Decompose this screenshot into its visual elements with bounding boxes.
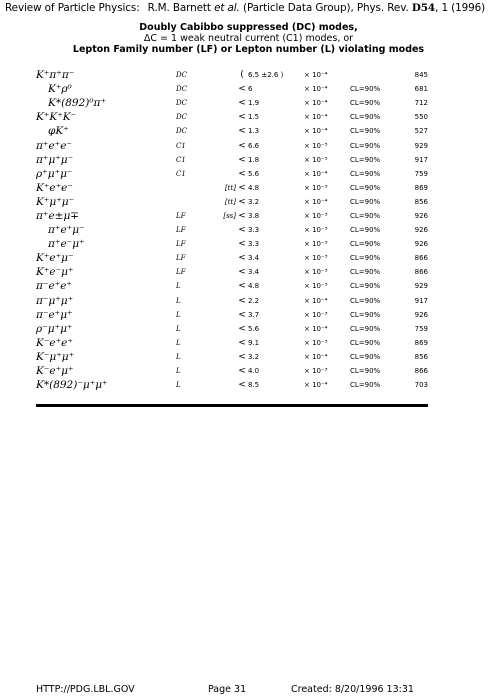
momentum: 917	[414, 155, 428, 164]
mode-name: π⁻e⁺e⁺	[36, 280, 72, 293]
relation: <	[238, 196, 246, 207]
footer-created-date: Created: 8/20/1996 13:31	[291, 684, 414, 695]
momentum: 856	[414, 352, 428, 361]
decay-mode-row	[36, 138, 428, 152]
footnote-ref	[216, 223, 236, 237]
footnote-ref	[216, 251, 236, 265]
mode-name: K⁻e⁺e⁺	[36, 336, 73, 349]
journal-name: Review of Particle Physics:	[5, 2, 140, 14]
confidence-level: CL=90%	[350, 367, 381, 376]
footnote-ref	[216, 124, 236, 138]
branching-value: 4.0	[248, 367, 260, 376]
branching-value: 6	[248, 85, 253, 94]
footnote-ref	[216, 322, 236, 336]
footnote-ref	[216, 294, 236, 308]
decay-mode-row	[36, 167, 428, 181]
branching-value: 3.2	[248, 197, 260, 206]
table-bottom-rule	[36, 404, 428, 407]
momentum: 681	[414, 85, 428, 94]
mode-name: π⁻μ⁺μ⁺	[36, 294, 74, 307]
exponent: × 10⁻⁴	[304, 99, 328, 108]
mode-type: LF	[176, 254, 186, 263]
exponent: × 10⁻³	[304, 367, 328, 376]
confidence-level: CL=90%	[350, 169, 381, 178]
branching-value: 3.4	[248, 268, 260, 277]
decay-mode-row	[36, 237, 428, 251]
relation: <	[238, 253, 246, 264]
relation: <	[238, 126, 246, 137]
footnote-ref	[216, 350, 236, 364]
mode-name: π⁺e⁻μ⁺	[48, 238, 85, 251]
momentum: 845	[414, 71, 428, 80]
footnote-ref	[216, 279, 236, 293]
decay-mode-row	[36, 294, 428, 308]
exponent: × 10⁻⁴	[304, 352, 328, 361]
exponent: × 10⁻⁵	[304, 141, 328, 150]
footnote-ref: [tt]	[224, 197, 236, 206]
confidence-level: CL=90%	[350, 268, 381, 277]
mode-name: π⁺e⁺μ⁻	[48, 224, 85, 237]
branching-value: 1.9	[248, 99, 260, 108]
branching-value: 4.8	[248, 282, 260, 291]
relation: <	[238, 295, 246, 306]
mode-type: LF	[176, 240, 186, 249]
relation: <	[238, 112, 246, 123]
decay-mode-row	[36, 308, 428, 322]
decay-mode-row	[36, 124, 428, 138]
momentum: 856	[414, 197, 428, 206]
decay-mode-row	[36, 251, 428, 265]
relation: <	[238, 366, 246, 377]
branching-value: 1.3	[248, 127, 260, 136]
confidence-level: CL=90%	[350, 113, 381, 122]
footnote-ref	[216, 308, 236, 322]
relation: <	[238, 351, 246, 362]
exponent: × 10⁻³	[304, 183, 328, 192]
confidence-level: CL=90%	[350, 296, 381, 305]
mode-name: π⁺e⁺e⁻	[36, 139, 72, 152]
mode-type: DC	[176, 127, 187, 136]
title-line-1: Doubly Cabibbo suppressed (DC) modes,	[139, 22, 358, 33]
confidence-level: CL=90%	[350, 99, 381, 108]
group-citation: (Particle Data Group), Phys. Rev.	[243, 2, 409, 14]
momentum: 759	[414, 324, 428, 333]
relation: <	[238, 140, 246, 151]
mode-type: L	[176, 352, 181, 361]
footnote-ref	[216, 110, 236, 124]
footnote-ref	[216, 336, 236, 350]
relation: <	[238, 210, 246, 221]
authors: R.M. Barnett	[147, 2, 211, 14]
exponent: × 10⁻⁴	[304, 113, 328, 122]
exponent: × 10⁻⁴	[304, 127, 328, 136]
decay-mode-row	[36, 350, 428, 364]
mode-name: K⁺ρ⁰	[48, 83, 72, 96]
mode-name: K⁺K⁺K⁻	[36, 111, 77, 124]
exponent: × 10⁻⁴	[304, 381, 328, 390]
mode-type: L	[176, 296, 181, 305]
confidence-level: CL=90%	[350, 183, 381, 192]
momentum: 866	[414, 268, 428, 277]
mode-name: K⁺e⁺e⁻	[36, 181, 73, 194]
relation: <	[238, 154, 246, 165]
decay-modes-table	[36, 68, 428, 392]
title-line-2: ΔC = 1 weak neutral current (C1) modes, or	[143, 33, 354, 44]
et-al: et al.	[214, 2, 240, 14]
branching-value: 1.5	[248, 113, 260, 122]
confidence-level: CL=90%	[350, 127, 381, 136]
confidence-level: CL=90%	[350, 338, 381, 347]
relation: <	[238, 239, 246, 250]
decay-mode-row	[36, 181, 428, 195]
branching-value: 2.2	[248, 296, 260, 305]
branching-value: 8.5	[248, 381, 260, 390]
footnote-ref	[216, 68, 236, 82]
decay-modes-body	[36, 68, 428, 392]
relation: <	[238, 309, 246, 320]
running-header	[5, 2, 497, 14]
decay-mode-row	[36, 82, 428, 96]
exponent: × 10⁻⁴	[304, 169, 328, 178]
exponent: × 10⁻³	[304, 240, 328, 249]
decay-mode-row	[36, 279, 428, 293]
confidence-level: CL=90%	[350, 352, 381, 361]
footnote-ref: [ss]	[223, 211, 236, 220]
relation: <	[238, 98, 246, 109]
footnote-ref	[216, 378, 236, 392]
mode-type: L	[176, 367, 181, 376]
exponent: × 10⁻³	[304, 310, 328, 319]
issue: , 1 (1996)	[435, 2, 486, 14]
decay-mode-row	[36, 68, 428, 82]
footnote-ref	[216, 96, 236, 110]
momentum: 759	[414, 169, 428, 178]
confidence-level: CL=90%	[350, 211, 381, 220]
confidence-level: CL=90%	[350, 155, 381, 164]
momentum: 926	[414, 211, 428, 220]
mode-name: π⁻e⁺μ⁺	[36, 308, 73, 321]
relation: <	[238, 267, 246, 278]
relation: <	[238, 182, 246, 193]
decay-mode-row	[36, 209, 428, 223]
momentum: 929	[414, 282, 428, 291]
exponent: × 10⁻⁵	[304, 155, 328, 164]
momentum: 712	[414, 99, 428, 108]
decay-mode-row	[36, 265, 428, 279]
relation: <	[238, 225, 246, 236]
mode-type: DC	[176, 99, 187, 108]
footnote-ref	[216, 265, 236, 279]
momentum: 917	[414, 296, 428, 305]
branching-value: 3.4	[248, 254, 260, 263]
footnote-ref: [tt]	[224, 183, 236, 192]
relation: <	[238, 380, 246, 391]
mode-name: ρ⁺μ⁺μ⁻	[36, 167, 73, 180]
footnote-ref	[216, 167, 236, 181]
mode-name: K⁻μ⁺μ⁺	[36, 350, 75, 363]
mode-type: C1	[176, 155, 186, 164]
mode-type: C1	[176, 141, 186, 150]
mode-name: K*(892)⁰π⁺	[48, 97, 106, 110]
mode-name: K*(892)⁻μ⁺μ⁺	[36, 379, 108, 392]
exponent: × 10⁻⁴	[304, 85, 328, 94]
mode-name: K⁻e⁺μ⁺	[36, 365, 74, 378]
mode-type: C1	[176, 169, 186, 178]
mode-name: K⁺μ⁺μ⁻	[36, 195, 75, 208]
footnote-ref	[216, 364, 236, 378]
confidence-level: CL=90%	[350, 226, 381, 235]
mode-type: LF	[176, 268, 186, 277]
branching-value: 3.2	[248, 352, 260, 361]
decay-mode-row	[36, 322, 428, 336]
title-line-3: Lepton Family number (LF) or Lepton number (L) violating modes	[72, 44, 425, 55]
mode-type: DC	[176, 113, 187, 122]
mode-type	[176, 195, 216, 209]
exponent: × 10⁻³	[304, 211, 328, 220]
footnote-ref	[216, 237, 236, 251]
confidence-level: CL=90%	[350, 240, 381, 249]
momentum: 869	[414, 338, 428, 347]
confidence-level: CL=90%	[350, 254, 381, 263]
momentum: 929	[414, 141, 428, 150]
mode-type	[176, 181, 216, 195]
mode-name: K⁺e⁺μ⁻	[36, 252, 74, 265]
mode-name: π⁺μ⁺μ⁻	[36, 153, 74, 166]
exponent: × 10⁻⁴	[304, 71, 328, 80]
mode-type: L	[176, 324, 181, 333]
relation: <	[238, 168, 246, 179]
confidence-level: CL=90%	[350, 381, 381, 390]
branching-value: 5.6	[248, 324, 260, 333]
branching-value: 4.8	[248, 183, 260, 192]
relation: <	[238, 281, 246, 292]
confidence-level	[350, 68, 402, 82]
mode-type: DC	[176, 85, 187, 94]
mode-name: ρ⁻μ⁺μ⁺	[36, 322, 73, 335]
momentum: 703	[414, 381, 428, 390]
footnote-ref	[216, 82, 236, 96]
relation: (	[240, 70, 244, 81]
mode-type: L	[176, 338, 181, 347]
footer-page-number: Page 31	[208, 684, 247, 695]
mode-type: LF	[176, 211, 186, 220]
relation: <	[238, 323, 246, 334]
footnote-ref	[216, 138, 236, 152]
decay-mode-row	[36, 96, 428, 110]
mode-name: π⁺e±μ∓	[36, 209, 80, 222]
confidence-level: CL=90%	[350, 197, 381, 206]
exponent: × 10⁻⁴	[304, 197, 328, 206]
mode-type: L	[176, 381, 181, 390]
branching-value: 3.3	[248, 226, 260, 235]
branching-value: 3.7	[248, 310, 260, 319]
exponent: × 10⁻⁴	[304, 296, 328, 305]
mode-type: L	[176, 310, 181, 319]
branching-value: 5.6	[248, 169, 260, 178]
relation: <	[238, 337, 246, 348]
mode-name: φK⁺	[48, 125, 69, 138]
branching-value: 6.6	[248, 141, 260, 150]
mode-type: DC	[176, 71, 187, 80]
momentum: 527	[414, 127, 428, 136]
decay-mode-row	[36, 223, 428, 237]
mode-type: L	[176, 282, 181, 291]
branching-value: 3.3	[248, 240, 260, 249]
branching-value: 6.5 ±2.6 )	[248, 71, 284, 80]
decay-mode-row	[36, 364, 428, 378]
decay-mode-row	[36, 110, 428, 124]
mode-name: K⁺π⁺π⁻	[36, 69, 75, 82]
confidence-level: CL=90%	[350, 324, 381, 333]
footer-url: HTTP://PDG.LBL.GOV	[36, 684, 135, 695]
confidence-level: CL=90%	[350, 282, 381, 291]
momentum: 926	[414, 310, 428, 319]
decay-mode-row	[36, 153, 428, 167]
exponent: × 10⁻³	[304, 268, 328, 277]
section-titles	[0, 22, 497, 55]
confidence-level: CL=90%	[350, 141, 381, 150]
momentum: 550	[414, 113, 428, 122]
branching-value: 9.1	[248, 338, 260, 347]
momentum: 926	[414, 240, 428, 249]
confidence-level: CL=90%	[350, 310, 381, 319]
exponent: × 10⁻⁴	[304, 324, 328, 333]
mode-type: LF	[176, 226, 186, 235]
decay-mode-row	[36, 195, 428, 209]
momentum: 866	[414, 367, 428, 376]
branching-value: 3.8	[248, 211, 260, 220]
momentum: 926	[414, 226, 428, 235]
volume: D54	[411, 2, 436, 14]
confidence-level: CL=90%	[350, 85, 381, 94]
footnote-ref	[216, 153, 236, 167]
mode-name: K⁺e⁻μ⁺	[36, 266, 74, 279]
momentum: 866	[414, 254, 428, 263]
branching-value: 1.8	[248, 155, 260, 164]
decay-mode-row	[36, 378, 428, 392]
momentum: 869	[414, 183, 428, 192]
relation: <	[238, 84, 246, 95]
exponent: × 10⁻³	[304, 254, 328, 263]
exponent: × 10⁻³	[304, 338, 328, 347]
decay-mode-row	[36, 336, 428, 350]
exponent: × 10⁻³	[304, 226, 328, 235]
exponent: × 10⁻³	[304, 282, 328, 291]
